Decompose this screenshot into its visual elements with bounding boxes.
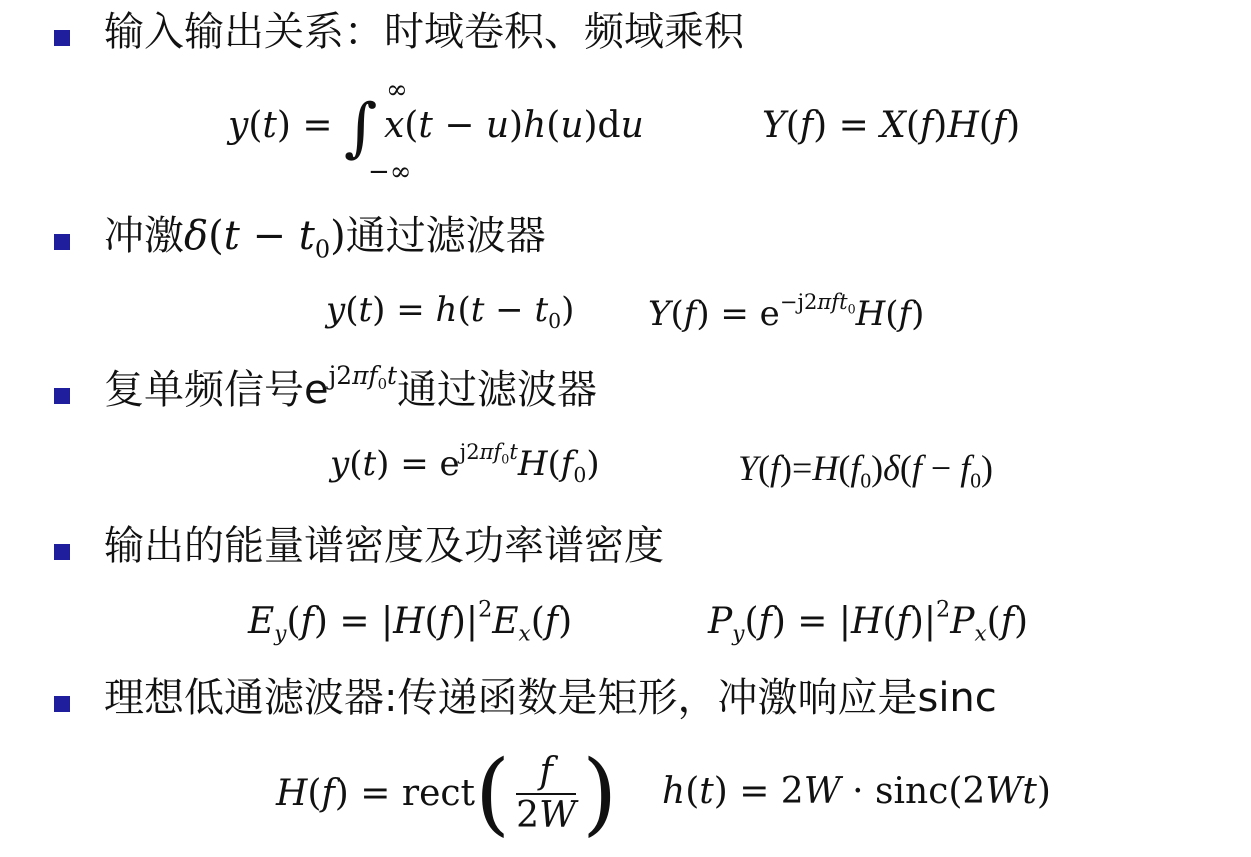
integral-upper-limit: ∞ [386, 75, 408, 105]
equation-impulse-time: $y(t) = h(t - t_0)$ [326, 290, 575, 334]
section-heading-spectral-density: 输出的能量谱密度及功率谱密度 [104, 523, 664, 569]
equation-tone-time: $y(t) = e^{j2\pi f_0t}H(f_0)$ [330, 439, 600, 488]
integral-lower-limit: −∞ [368, 157, 412, 187]
bullet-icon [54, 234, 70, 250]
section-heading-io-relation: 输入输出关系：时域卷积、频域乘积 [104, 9, 744, 55]
bullet-icon [54, 388, 70, 404]
equation-rect-transfer: H ( f ) = rect ( $\frac{f}{2W}$ ) [276, 741, 618, 846]
section-heading-impulse: 冲激$\delta(t - t_0)$通过滤波器 [104, 213, 546, 264]
equation-time-convolution: y(t) = ∫ x(t − u)h(u)du [228, 90, 644, 165]
bullet-icon [54, 30, 70, 46]
equation-tone-freq: $Y(f)=H(f_0)\delta(f - f_0)$ [738, 448, 994, 493]
section-heading-complex-tone: 复单频信号$e^{j2\pi f_0t}$通过滤波器 [104, 361, 597, 413]
equation-power-spectrum: $P_y(f) = |H(f)|^2P_x(f)$ [708, 596, 1029, 647]
bullet-icon [54, 696, 70, 712]
equation-sinc-impulse: h(t) = 2W · sinc(2Wt) [662, 771, 1051, 812]
equation-impulse-freq: $Y(f) = e^{-j2\pi ft_0}H(f)$ [648, 289, 925, 334]
equation-energy-spectrum: $E_y(f) = |H(f)|^2E_x(f)$ [248, 596, 573, 647]
equation-freq-product: Y(f) = X(f)H(f) [762, 105, 1021, 146]
bullet-icon [54, 544, 70, 560]
section-heading-ideal-lowpass: 理想低通滤波器:传递函数是矩形，冲激响应是sinc [104, 675, 997, 721]
